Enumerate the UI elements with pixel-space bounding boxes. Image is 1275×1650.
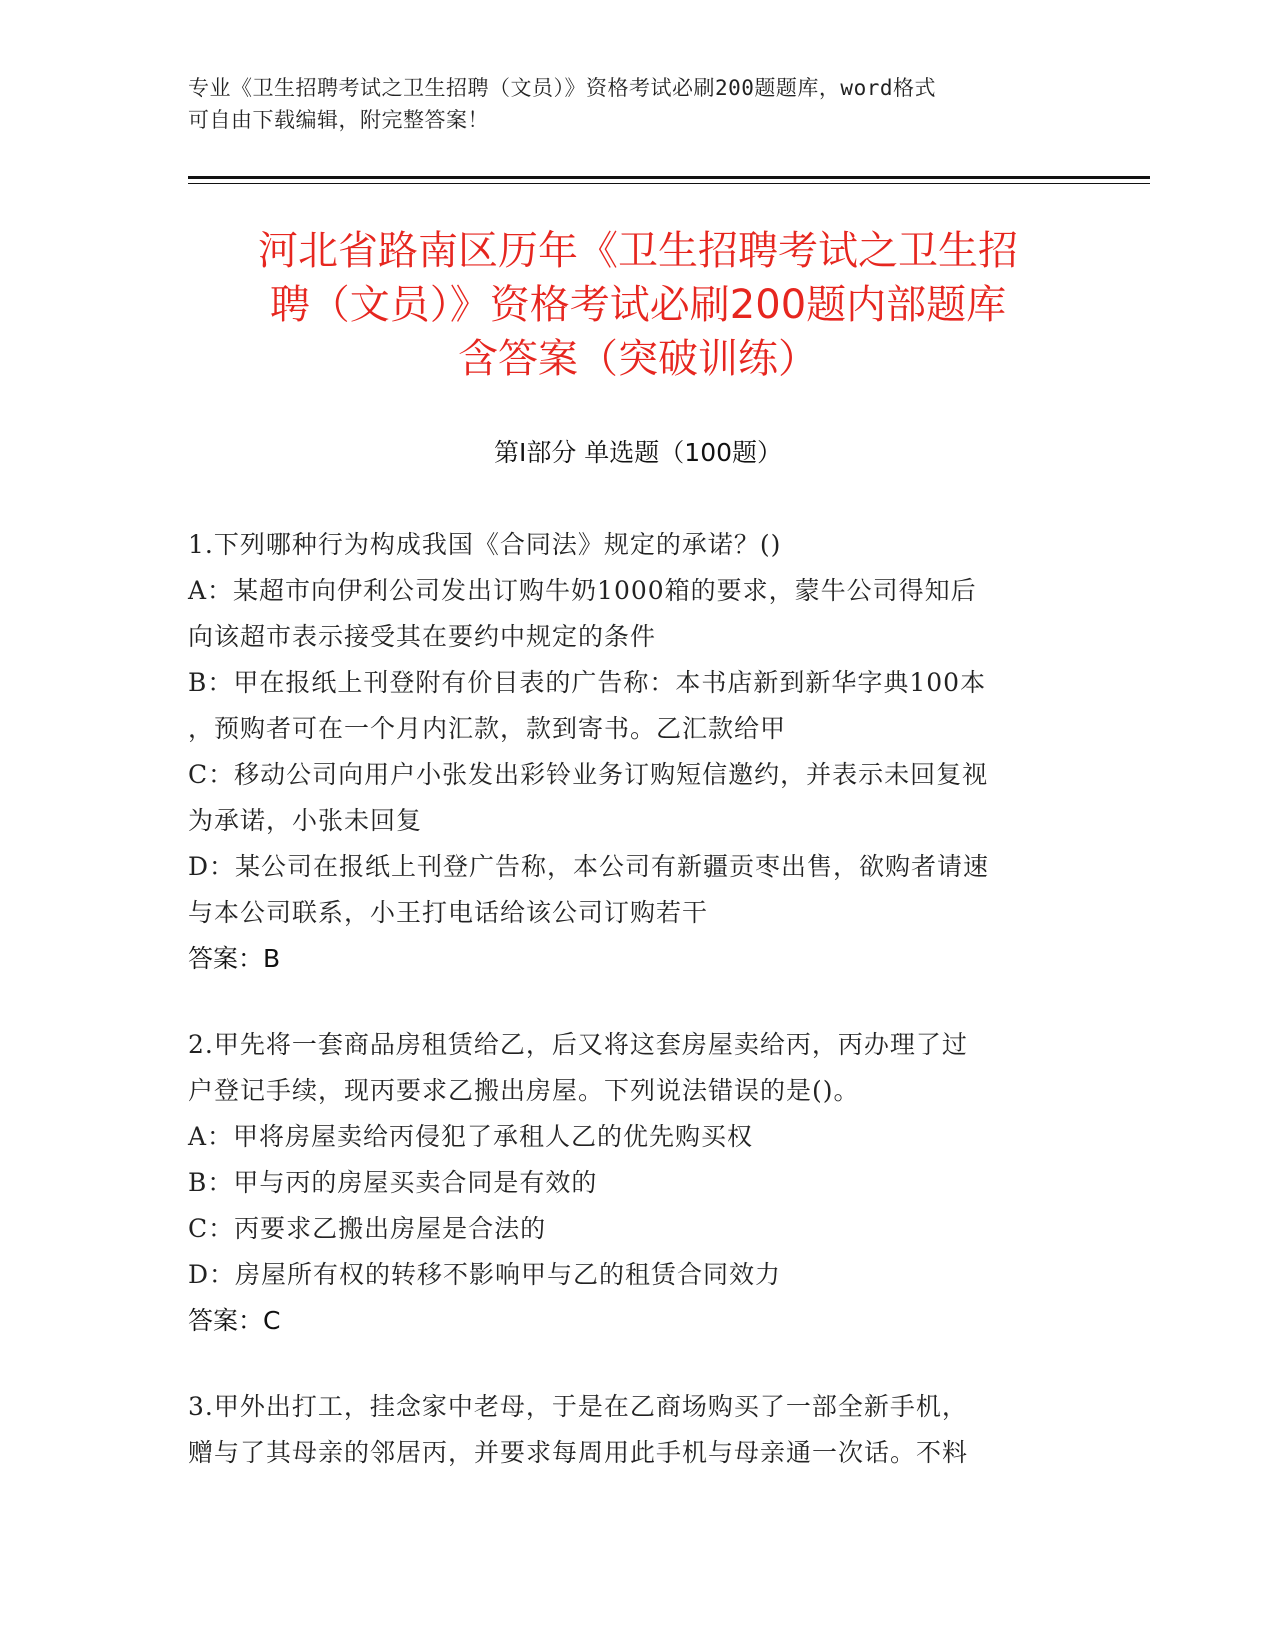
document-title (188, 224, 1088, 386)
question-3-stem-cont: 赠与了其母亲的邻居丙，并要求每周用此手机与母亲通一次话。不料 (188, 1438, 969, 1467)
question-2-option-b: B：甲与丙的房屋买卖合同是有效的 (188, 1168, 598, 1197)
document-title-line-2: 聘（文员）》资格考试必刷200题内部题库 (269, 282, 1007, 328)
section-title: 第Ⅰ部分 单选题（100题） (493, 438, 783, 467)
header-rule-thick (188, 176, 1150, 179)
question-2 (188, 1022, 1068, 1344)
document-title-line-1: 河北省路南区历年《卫生招聘考试之卫生招 (258, 228, 1018, 274)
question-2-option-a: A：甲将房屋卖给丙侵犯了承租人乙的优先购买权 (188, 1122, 754, 1151)
question-1-option-a: A：某超市向伊利公司发出订购牛奶1000箱的要求，蒙牛公司得知后 (188, 576, 977, 605)
question-1-option-c: C：移动公司向用户小张发出彩铃业务订购短信邀约，并表示未回复视 (188, 760, 989, 789)
question-1-option-d: D：某公司在报纸上刊登广告称，本公司有新疆贡枣出售，欲购者请速 (188, 852, 990, 881)
question-1-stem: 1.下列哪种行为构成我国《合同法》规定的承诺？() (188, 530, 782, 559)
question-2-option-d: D：房屋所有权的转移不影响甲与乙的租赁合同效力 (188, 1260, 782, 1289)
document-title-line-3: 含答案（突破训练） (458, 336, 818, 382)
question-1-option-a-cont: 向该超市表示接受其在要约中规定的条件 (188, 622, 657, 651)
question-2-stem: 2.甲先将一套商品房租赁给乙，后又将这套房屋卖给丙，丙办理了过 (188, 1030, 968, 1059)
question-list (188, 522, 1068, 1516)
question-1-option-b: B：甲在报纸上刊登附有价目表的广告称：本书店新到新华字典100本 (188, 668, 987, 697)
question-2-answer: 答案：C (188, 1306, 281, 1335)
header-note (188, 72, 1068, 136)
question-2-stem-cont: 户登记手续，现丙要求乙搬出房屋。下列说法错误的是()。 (188, 1076, 860, 1105)
question-1 (188, 522, 1068, 982)
question-2-option-c: C：丙要求乙搬出房屋是合法的 (188, 1214, 547, 1243)
question-1-option-b-cont: ，预购者可在一个月内汇款，款到寄书。乙汇款给甲 (188, 714, 787, 743)
header-note-line-1: 专业《卫生招聘考试之卫生招聘（文员）》资格考试必刷200题题库，word格式 (188, 76, 936, 100)
question-1-option-d-cont: 与本公司联系，小王打电话给该公司订购若干 (188, 898, 709, 927)
question-1-option-c-cont: 为承诺，小张未回复 (188, 806, 423, 835)
question-3-stem: 3.甲外出打工，挂念家中老母，于是在乙商场购买了一部全新手机， (188, 1392, 968, 1421)
header-rule-thin (188, 183, 1150, 184)
question-1-answer: 答案：B (188, 944, 281, 973)
header-note-line-2: 可自由下载编辑，附完整答案！ (188, 108, 489, 132)
question-3 (188, 1384, 1068, 1476)
